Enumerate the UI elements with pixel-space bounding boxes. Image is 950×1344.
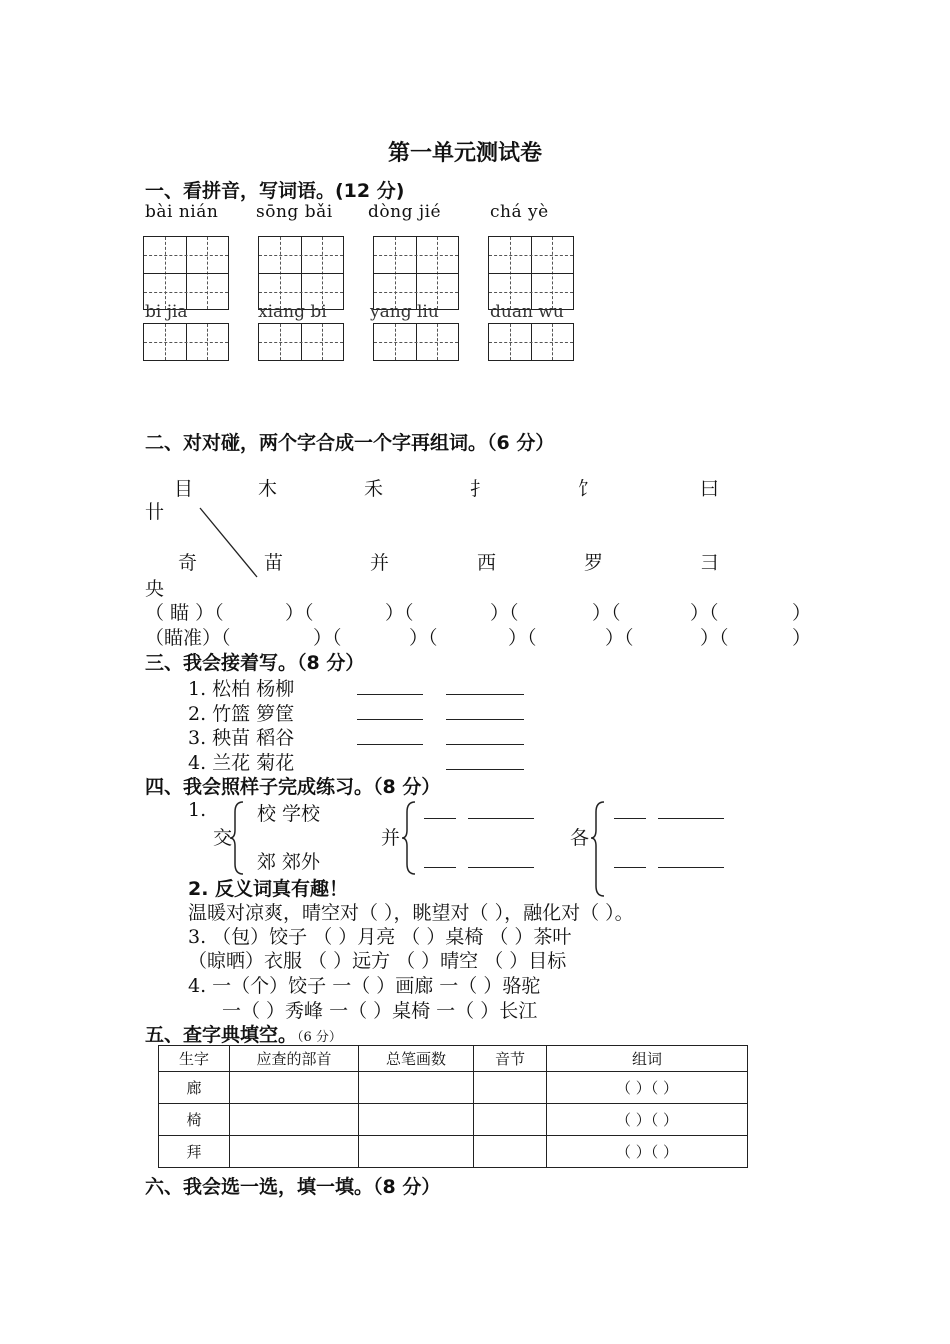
blank-line[interactable] [614,867,646,868]
blank-line[interactable] [357,744,423,745]
q1-top: 校 学校 [257,803,321,825]
strokes-cell[interactable] [359,1104,474,1136]
words-cell[interactable]: （ ）（ ） [547,1072,748,1104]
top-char-6: 曰 [700,478,720,500]
blank-line[interactable] [468,818,534,819]
char-cell: 椅 [159,1104,230,1136]
bottom-char-6: 彐 [700,552,720,574]
blank-line[interactable] [658,818,724,819]
q3-line-2: （晾晒）衣服 （ ）远方 （ ）晴空 （ ）目标 [188,950,567,972]
syllable-cell[interactable] [474,1104,547,1136]
q4-line-1: 4. 一（个）饺子 一（ ）画廊 一（ ）骆驼 [188,975,541,997]
table-row [159,1104,748,1136]
word-answer-p1: ）（ [313,627,342,649]
radical-cell[interactable] [230,1136,359,1168]
pinyin-2: sōng bǎi [256,202,333,222]
strokes-cell[interactable] [359,1072,474,1104]
word-answer-p2: ）（ [409,627,438,649]
section-5-points: （6 分） [297,1030,342,1045]
words-cell[interactable]: （ ）（ ） [547,1136,748,1168]
top-char-3: 禾 [364,478,384,500]
strokes-cell[interactable] [359,1136,474,1168]
pinyin-1: bài nián [145,202,219,222]
syllable-cell[interactable] [474,1072,547,1104]
q4-line-2: 一（ ）秀峰 一（ ）桌椅 一（ ）长江 [222,1000,538,1022]
word-answer-p4: ）（ [605,627,634,649]
writing-grid-6[interactable] [258,323,344,361]
q1-number: 1. [188,799,207,821]
s3-item-1: 1. 松柏 杨柳 [188,678,295,700]
table-row [159,1136,748,1168]
section-3-heading: 三、我会接着写。（8 分） [145,652,365,674]
char-answer-p1: ）（ [285,602,314,624]
radical-cell[interactable] [230,1104,359,1136]
s3-item-3: 3. 秧苗 稻谷 [188,727,295,749]
pinyin-3: dòng jié [368,202,442,222]
section-2-heading: 二、对对碰，两个字合成一个字再组词。（6 分） [145,432,555,454]
syllable-cell[interactable] [474,1136,547,1168]
blank-line[interactable] [614,818,646,819]
blank-line[interactable] [468,867,534,868]
bottom-char-extra: 央 [145,578,165,600]
word-answer-p0: （瞄准）（ [145,627,231,649]
section-6-heading: 六、我会选一选，填一填。（8 分） [145,1176,441,1198]
writing-grid-8[interactable] [488,323,574,361]
blank-line[interactable] [446,744,524,745]
top-char-1: 目 [174,478,194,500]
char-answer-p6: ） [792,602,812,624]
char-answer-p4: ）（ [592,602,621,624]
writing-grid-3[interactable] [373,236,459,310]
pinyin-7: yang liu [370,302,439,322]
bottom-char-5: 罗 [584,552,604,574]
char-answer-p5: ）（ [690,602,719,624]
q1-bottom: 郊 郊外 [257,851,321,873]
char-answer-p2: ）（ [385,602,414,624]
table-row [159,1072,748,1104]
pinyin-6: xiang bi [258,302,327,322]
s3-item-4: 4. 兰花 菊花 [188,752,295,774]
word-answer-p3: ）（ [508,627,537,649]
char-cell: 廊 [159,1072,230,1104]
q1-b-center-char: 并 [381,827,401,849]
col-header: 组词 [547,1046,748,1072]
blank-line[interactable] [357,719,423,720]
char-cell: 拜 [159,1136,230,1168]
writing-grid-7[interactable] [373,323,459,361]
col-header: 应查的部首 [230,1046,359,1072]
section-5-heading: 五、查字典填空。 [145,1024,298,1046]
section-1-heading: 一、看拼音，写词语。(12 分) [145,180,405,202]
char-answer-p3: ）（ [490,602,519,624]
blank-line[interactable] [424,818,456,819]
section-4-heading: 四、我会照样子完成练习。（8 分） [145,776,441,798]
dictionary-table [158,1045,748,1168]
top-char-2: 木 [258,478,278,500]
q3-line-1: 3. （包）饺子 （ ）月亮 （ ）桌椅 （ ）茶叶 [188,926,572,948]
pinyin-8: duan wu [490,302,564,322]
pinyin-5: bi jia [145,302,188,322]
words-cell[interactable]: （ ）（ ） [547,1104,748,1136]
char-answer-p0: （ 瞄 ）（ [145,602,224,624]
blank-line[interactable] [446,719,524,720]
q2-line: 温暖对凉爽，晴空对（ ），眺望对（ ），融化对（ ）。 [188,902,634,924]
brace-a [228,800,246,876]
brace-c [589,800,607,900]
word-answer-p6: ） [792,627,812,649]
section-5-heading-wrap [145,1020,342,1047]
word-answer-p5: ）（ [700,627,729,649]
bottom-char-4: 西 [477,552,497,574]
blank-line[interactable] [446,769,524,770]
s3-item-2: 2. 竹篮 箩筐 [188,703,295,725]
bottom-char-1: 奇 [178,552,198,574]
top-char-extra: 卄 [145,501,165,523]
writing-grid-5[interactable] [143,323,229,361]
top-char-4: 扌 [470,478,490,500]
col-header: 生字 [159,1046,230,1072]
pinyin-4: chá yè [490,202,549,222]
table-header-row [159,1046,748,1072]
match-line [195,505,265,580]
blank-line[interactable] [446,694,524,695]
page-title: 第一单元测试卷 [388,141,543,166]
col-header: 总笔画数 [359,1046,474,1072]
radical-cell[interactable] [230,1072,359,1104]
q1-center-char: 交 [213,827,233,849]
col-header: 音节 [474,1046,547,1072]
bottom-char-3: 并 [370,552,390,574]
blank-line[interactable] [424,867,456,868]
q2-title: 2. 反义词真有趣！ [188,878,349,900]
blank-line[interactable] [658,867,724,868]
bottom-char-2: 苗 [264,552,284,574]
top-char-5: 饣 [578,478,598,500]
blank-line[interactable] [357,694,423,695]
q1-c-center-char: 各 [570,827,590,849]
brace-b [400,800,418,876]
